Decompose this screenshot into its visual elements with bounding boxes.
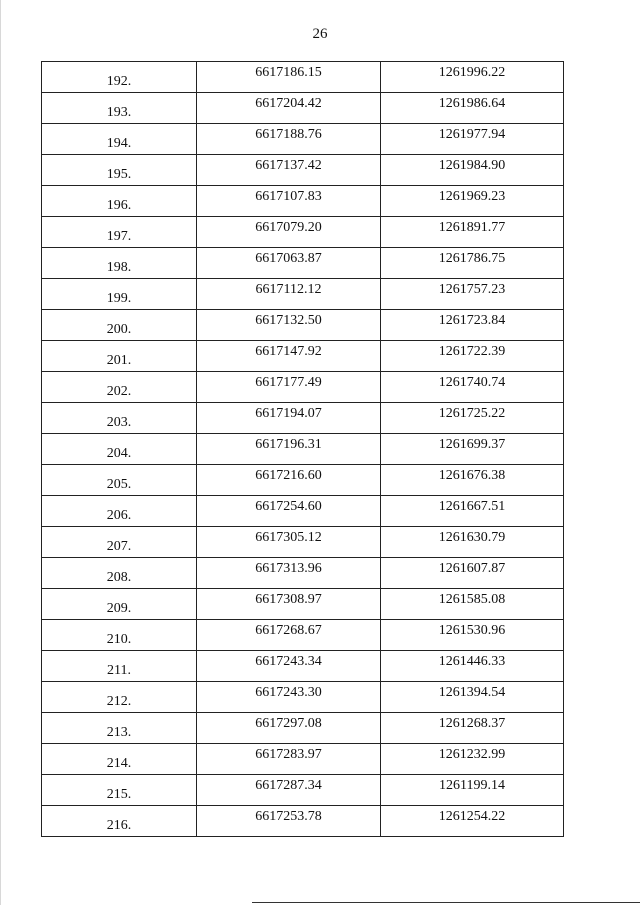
y-coordinate-cell: 1261676.38 (381, 465, 564, 496)
scan-edge (0, 0, 1, 905)
point-number-cell: 207. (42, 527, 197, 558)
y-coordinate-cell: 1261722.39 (381, 341, 564, 372)
y-coordinate-cell: 1261699.37 (381, 434, 564, 465)
point-number-cell: 197. (42, 217, 197, 248)
table-row (42, 124, 564, 155)
table-row (42, 93, 564, 124)
point-number-cell: 200. (42, 310, 197, 341)
table-row (42, 713, 564, 744)
x-coordinate-cell: 6617305.12 (197, 527, 381, 558)
table-row (42, 310, 564, 341)
table-row (42, 248, 564, 279)
point-number-cell: 214. (42, 744, 197, 775)
x-coordinate-cell: 6617253.78 (197, 806, 381, 837)
point-number-cell: 206. (42, 496, 197, 527)
y-coordinate-cell: 1261199.14 (381, 775, 564, 806)
x-coordinate-cell: 6617243.34 (197, 651, 381, 682)
x-coordinate-cell: 6617188.76 (197, 124, 381, 155)
y-coordinate-cell: 1261986.64 (381, 93, 564, 124)
point-number-cell: 212. (42, 682, 197, 713)
x-coordinate-cell: 6617313.96 (197, 558, 381, 589)
point-number-cell: 193. (42, 93, 197, 124)
y-coordinate-cell: 1261268.37 (381, 713, 564, 744)
x-coordinate-cell: 6617283.97 (197, 744, 381, 775)
table-row (42, 372, 564, 403)
y-coordinate-cell: 1261667.51 (381, 496, 564, 527)
x-coordinate-cell: 6617254.60 (197, 496, 381, 527)
point-number-cell: 203. (42, 403, 197, 434)
x-coordinate-cell: 6617137.42 (197, 155, 381, 186)
x-coordinate-cell: 6617107.83 (197, 186, 381, 217)
x-coordinate-cell: 6617308.97 (197, 589, 381, 620)
point-number-cell: 213. (42, 713, 197, 744)
table-row (42, 496, 564, 527)
page-number: 26 (312, 26, 328, 42)
point-number-cell: 210. (42, 620, 197, 651)
point-number-cell: 209. (42, 589, 197, 620)
table-row (42, 744, 564, 775)
y-coordinate-cell: 1261977.94 (381, 124, 564, 155)
y-coordinate-cell: 1261254.22 (381, 806, 564, 837)
table-row (42, 806, 564, 837)
y-coordinate-cell: 1261530.96 (381, 620, 564, 651)
table-row (42, 217, 564, 248)
y-coordinate-cell: 1261984.90 (381, 155, 564, 186)
y-coordinate-cell: 1261740.74 (381, 372, 564, 403)
table-row (42, 465, 564, 496)
point-number-cell: 216. (42, 806, 197, 837)
point-number-cell: 205. (42, 465, 197, 496)
x-coordinate-cell: 6617196.31 (197, 434, 381, 465)
x-coordinate-cell: 6617147.92 (197, 341, 381, 372)
point-number-cell: 196. (42, 186, 197, 217)
point-number-cell: 204. (42, 434, 197, 465)
y-coordinate-cell: 1261757.23 (381, 279, 564, 310)
table-row (42, 279, 564, 310)
x-coordinate-cell: 6617204.42 (197, 93, 381, 124)
x-coordinate-cell: 6617243.30 (197, 682, 381, 713)
table-row (42, 775, 564, 806)
x-coordinate-cell: 6617112.12 (197, 279, 381, 310)
x-coordinate-cell: 6617216.60 (197, 465, 381, 496)
bottom-rule (252, 902, 640, 903)
point-number-cell: 202. (42, 372, 197, 403)
y-coordinate-cell: 1261891.77 (381, 217, 564, 248)
point-number-cell: 201. (42, 341, 197, 372)
x-coordinate-cell: 6617287.34 (197, 775, 381, 806)
y-coordinate-cell: 1261232.99 (381, 744, 564, 775)
table-row (42, 651, 564, 682)
y-coordinate-cell: 1261607.87 (381, 558, 564, 589)
y-coordinate-cell: 1261969.23 (381, 186, 564, 217)
table-row (42, 403, 564, 434)
table-row (42, 434, 564, 465)
point-number-cell: 211. (42, 651, 197, 682)
y-coordinate-cell: 1261786.75 (381, 248, 564, 279)
x-coordinate-cell: 6617297.08 (197, 713, 381, 744)
x-coordinate-cell: 6617063.87 (197, 248, 381, 279)
point-number-cell: 192. (42, 62, 197, 93)
x-coordinate-cell: 6617268.67 (197, 620, 381, 651)
point-number-cell: 208. (42, 558, 197, 589)
table-row (42, 527, 564, 558)
x-coordinate-cell: 6617079.20 (197, 217, 381, 248)
table-row (42, 62, 564, 93)
y-coordinate-cell: 1261446.33 (381, 651, 564, 682)
table-row (42, 186, 564, 217)
x-coordinate-cell: 6617177.49 (197, 372, 381, 403)
table-row (42, 682, 564, 713)
y-coordinate-cell: 1261630.79 (381, 527, 564, 558)
table-row (42, 558, 564, 589)
y-coordinate-cell: 1261996.22 (381, 62, 564, 93)
x-coordinate-cell: 6617132.50 (197, 310, 381, 341)
point-number-cell: 198. (42, 248, 197, 279)
point-number-cell: 199. (42, 279, 197, 310)
table-row (42, 589, 564, 620)
y-coordinate-cell: 1261585.08 (381, 589, 564, 620)
table-row (42, 155, 564, 186)
y-coordinate-cell: 1261723.84 (381, 310, 564, 341)
coordinates-table-body (42, 62, 564, 837)
point-number-cell: 194. (42, 124, 197, 155)
table-row (42, 341, 564, 372)
table-row (42, 620, 564, 651)
point-number-cell: 195. (42, 155, 197, 186)
y-coordinate-cell: 1261394.54 (381, 682, 564, 713)
x-coordinate-cell: 6617186.15 (197, 62, 381, 93)
point-number-cell: 215. (42, 775, 197, 806)
coordinates-table (41, 61, 564, 837)
y-coordinate-cell: 1261725.22 (381, 403, 564, 434)
x-coordinate-cell: 6617194.07 (197, 403, 381, 434)
